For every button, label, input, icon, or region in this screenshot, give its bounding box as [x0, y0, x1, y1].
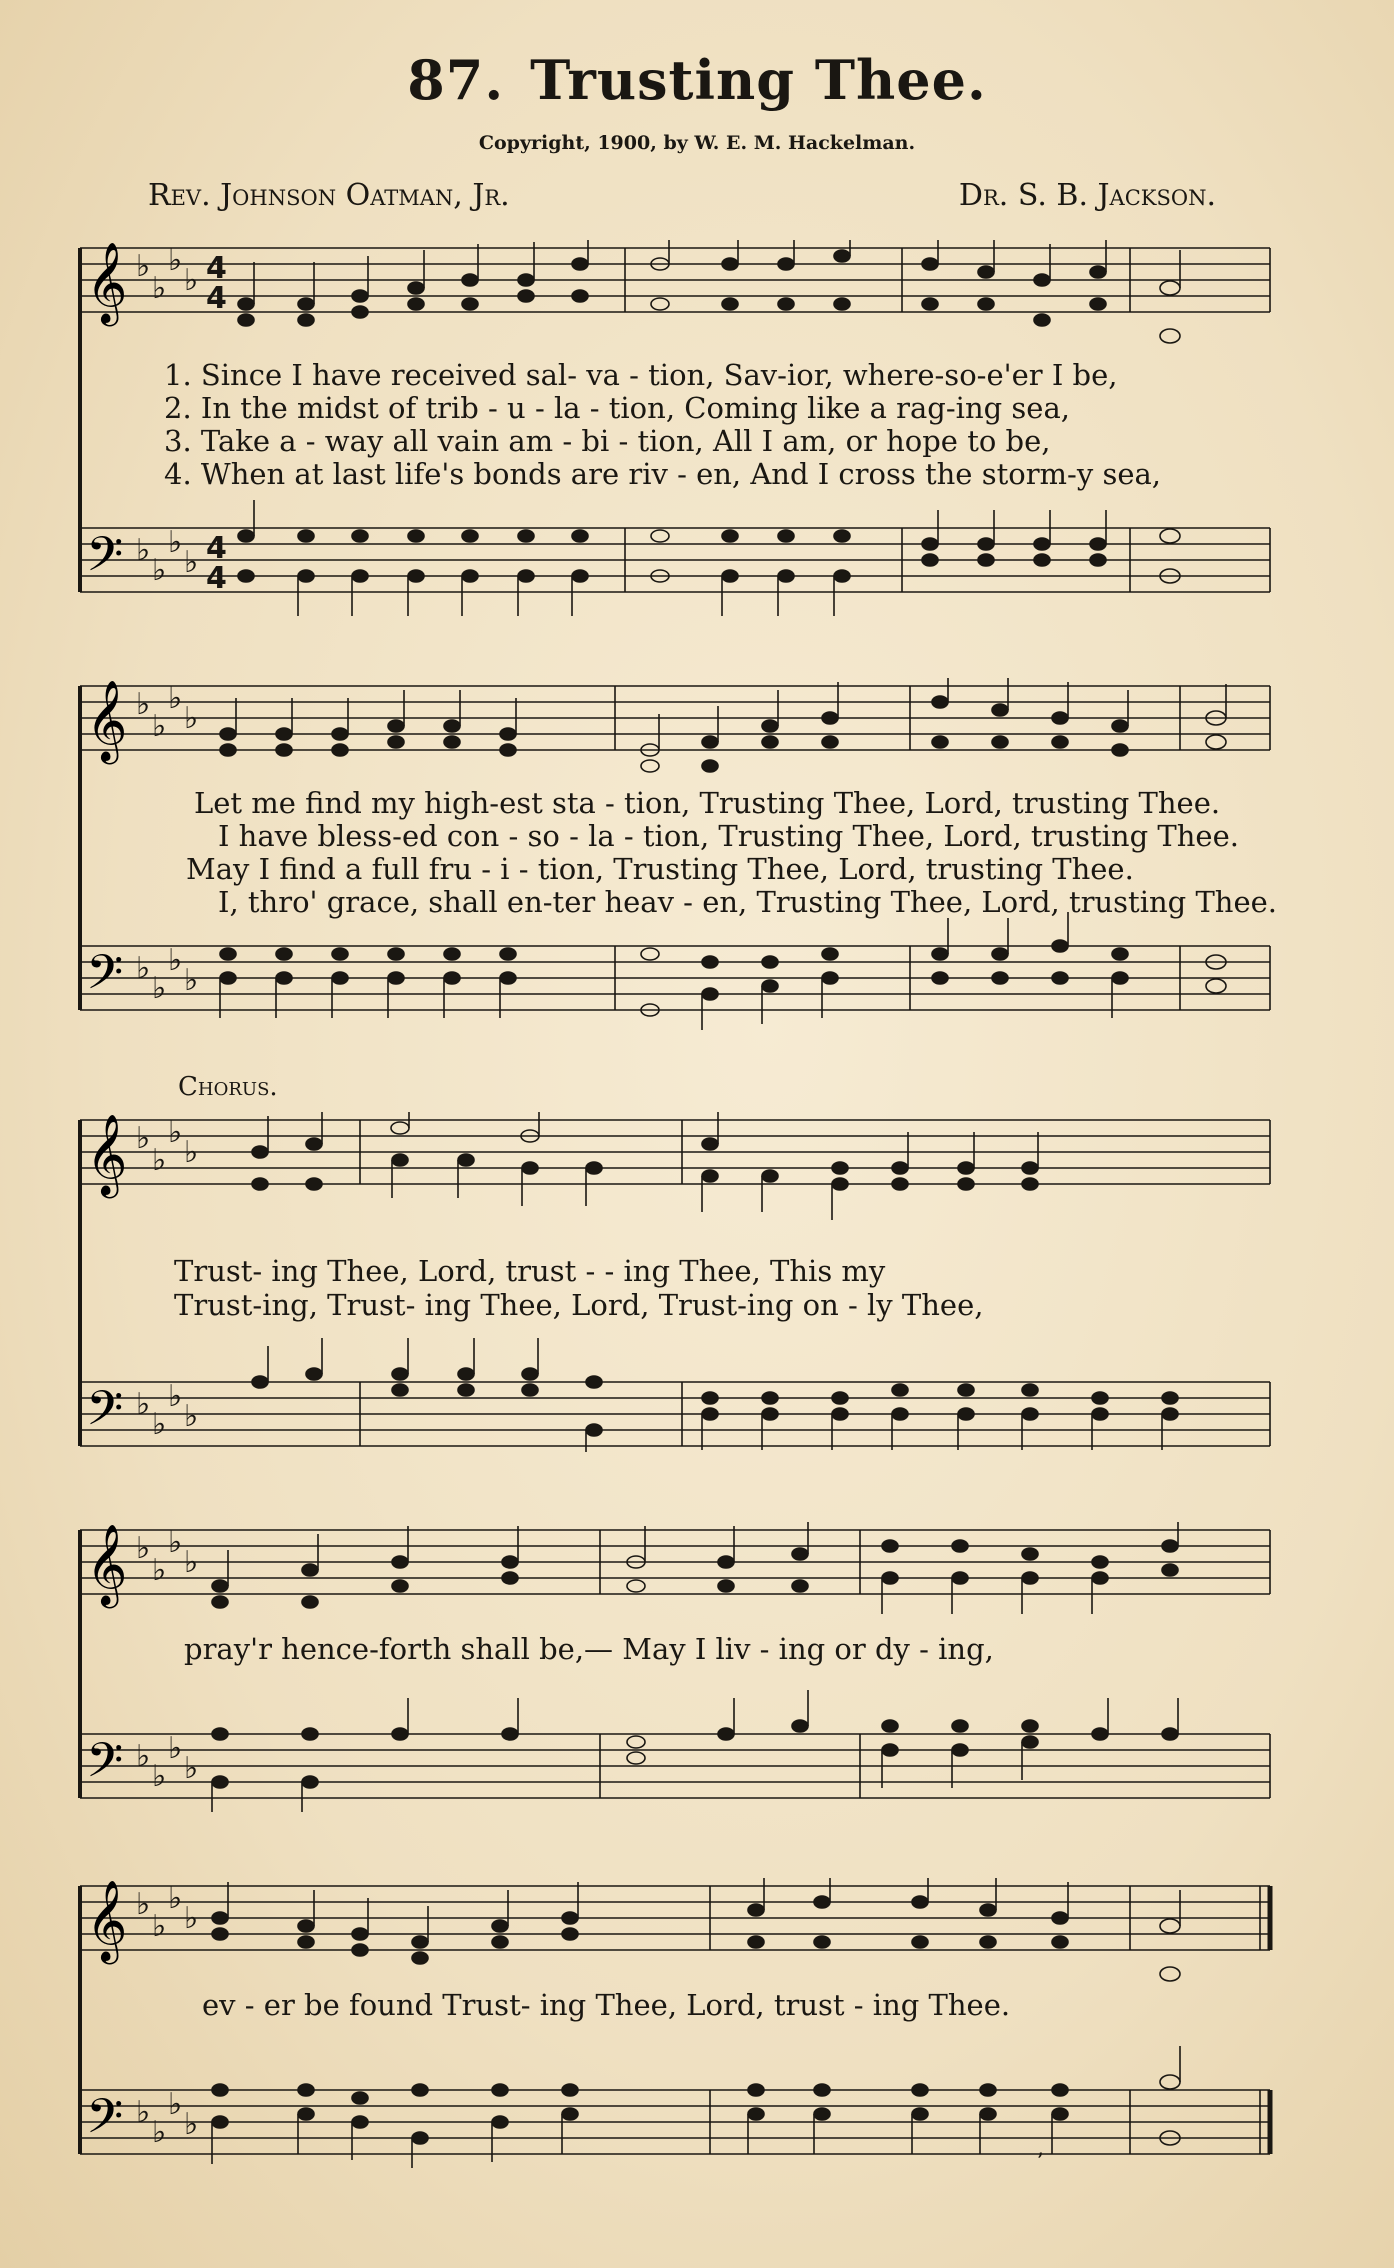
music-system-2	[70, 678, 1276, 1038]
verse-2-line-1: 2. In the midst of trib - u - la - tion, Coming like a rag-ing sea,	[164, 391, 1070, 425]
svg-text:♭: ♭	[136, 1121, 151, 1156]
svg-text:♭: ♭	[184, 1901, 199, 1936]
svg-text:♭: ♭	[184, 1751, 199, 1786]
svg-text:𝄢: 𝄢	[86, 1380, 124, 1448]
music-system-4	[70, 1522, 1276, 1812]
staff-notation-4	[70, 1522, 1276, 1812]
svg-text:𝄢: 𝄢	[86, 2088, 124, 2156]
svg-text:♭: ♭	[152, 971, 167, 1006]
chorus-label: Chorus.	[178, 1072, 278, 1102]
svg-text:♭: ♭	[136, 951, 151, 986]
svg-text:♭: ♭	[152, 1553, 167, 1588]
hymn-title-text: Trusting Thee.	[530, 48, 987, 112]
svg-text:♭: ♭	[136, 687, 151, 722]
page-mark: ʼ	[1036, 2150, 1043, 2175]
svg-text:♭: ♭	[184, 2107, 199, 2142]
svg-text:♭: ♭	[152, 709, 167, 744]
verse-4-line-2: I, thro' grace, shall en-ter heav - en, Trusting Thee, Lord, trusting Thee.	[218, 885, 1278, 919]
svg-text:4: 4	[206, 561, 227, 596]
hymn-number: 87.	[407, 48, 505, 112]
svg-text:♭: ♭	[184, 263, 199, 298]
music-system-3	[70, 1112, 1276, 1452]
lyricist-credit: Rev. Johnson Oatman, Jr.	[148, 178, 510, 213]
svg-text:𝄢: 𝄢	[86, 526, 124, 594]
svg-text:♭: ♭	[136, 1887, 151, 1922]
svg-text:♭: ♭	[184, 1399, 199, 1434]
svg-text:♭: ♭	[168, 1731, 183, 1766]
svg-text:♭: ♭	[152, 1407, 167, 1442]
svg-text:♭: ♭	[184, 1545, 199, 1580]
svg-text:♭: ♭	[168, 2087, 183, 2122]
svg-text:𝄢: 𝄢	[86, 944, 124, 1012]
chorus-line-4: ev - er be found Trust- ing Thee, Lord, trust - ing Thee.	[202, 1988, 1011, 2022]
svg-text:4: 4	[206, 251, 227, 286]
svg-text:𝄞: 𝄞	[86, 241, 128, 323]
svg-text:4: 4	[206, 531, 227, 566]
svg-text:♭: ♭	[168, 1525, 183, 1560]
svg-text:♭: ♭	[152, 1143, 167, 1178]
verse-3-line-1: 3. Take a - way all vain am - bi - tion, All I am, or hope to be,	[164, 424, 1051, 458]
hymn-title	[0, 48, 1394, 112]
svg-text:♭: ♭	[152, 1759, 167, 1794]
svg-text:♭: ♭	[184, 963, 199, 998]
svg-text:♭: ♭	[152, 553, 167, 588]
svg-text:♭: ♭	[168, 943, 183, 978]
svg-text:♭: ♭	[136, 1531, 151, 1566]
svg-text:♭: ♭	[136, 1739, 151, 1774]
svg-text:♭: ♭	[184, 1135, 199, 1170]
music-system-5	[70, 1878, 1276, 2178]
svg-text:♭: ♭	[136, 249, 151, 284]
svg-text:♭: ♭	[136, 1387, 151, 1422]
music-system-1	[70, 240, 1276, 620]
staff-notation-5	[70, 1878, 1276, 2178]
svg-text:♭: ♭	[168, 243, 183, 278]
chorus-line-3: pray'r hence-forth shall be,— May I liv - ing or dy - ing,	[184, 1632, 994, 1666]
svg-text:𝄞: 𝄞	[86, 679, 128, 761]
svg-text:♭: ♭	[136, 2095, 151, 2130]
svg-text:♭: ♭	[136, 533, 151, 568]
svg-text:♭: ♭	[168, 1115, 183, 1150]
svg-text:4: 4	[206, 281, 227, 316]
verse-1-line-1: 1. Since I have received sal- va - tion, Sav-ior, where-so-e'er I be,	[164, 358, 1118, 392]
svg-text:♭: ♭	[168, 525, 183, 560]
svg-text:♭: ♭	[168, 681, 183, 716]
composer-credit: Dr. S. B. Jackson.	[958, 178, 1216, 213]
svg-text:♭: ♭	[152, 1909, 167, 1944]
svg-text:𝄞: 𝄞	[86, 1879, 128, 1961]
svg-text:𝄢: 𝄢	[86, 1732, 124, 1800]
chorus-line-2: Trust-ing, Trust- ing Thee, Lord, Trust-ing on - ly Thee,	[174, 1288, 984, 1322]
svg-text:♭: ♭	[152, 271, 167, 306]
verse-3-line-2: May I find a full fru - i - tion, Trusting Thee, Lord, trusting Thee.	[186, 852, 1134, 886]
svg-text:♭: ♭	[152, 2115, 167, 2150]
svg-text:𝄞: 𝄞	[86, 1523, 128, 1605]
svg-text:♭: ♭	[184, 701, 199, 736]
verse-2-line-2: I have bless-ed con - so - la - tion, Trusting Thee, Lord, trusting Thee.	[218, 819, 1239, 853]
svg-text:♭: ♭	[168, 1379, 183, 1414]
svg-text:𝄞: 𝄞	[86, 1113, 128, 1195]
svg-text:♭: ♭	[184, 545, 199, 580]
verse-1-line-2: Let me find my high-est sta - tion, Trusting Thee, Lord, trusting Thee.	[194, 786, 1221, 820]
verse-4-line-1: 4. When at last life's bonds are riv - en, And I cross the storm-y sea,	[164, 457, 1162, 491]
chorus-line-1: Trust- ing Thee, Lord, trust - - ing Thee, This my	[174, 1254, 886, 1288]
copyright-line: Copyright, 1900, by W. E. M. Hackelman.	[478, 132, 916, 154]
svg-text:♭: ♭	[168, 1881, 183, 1916]
